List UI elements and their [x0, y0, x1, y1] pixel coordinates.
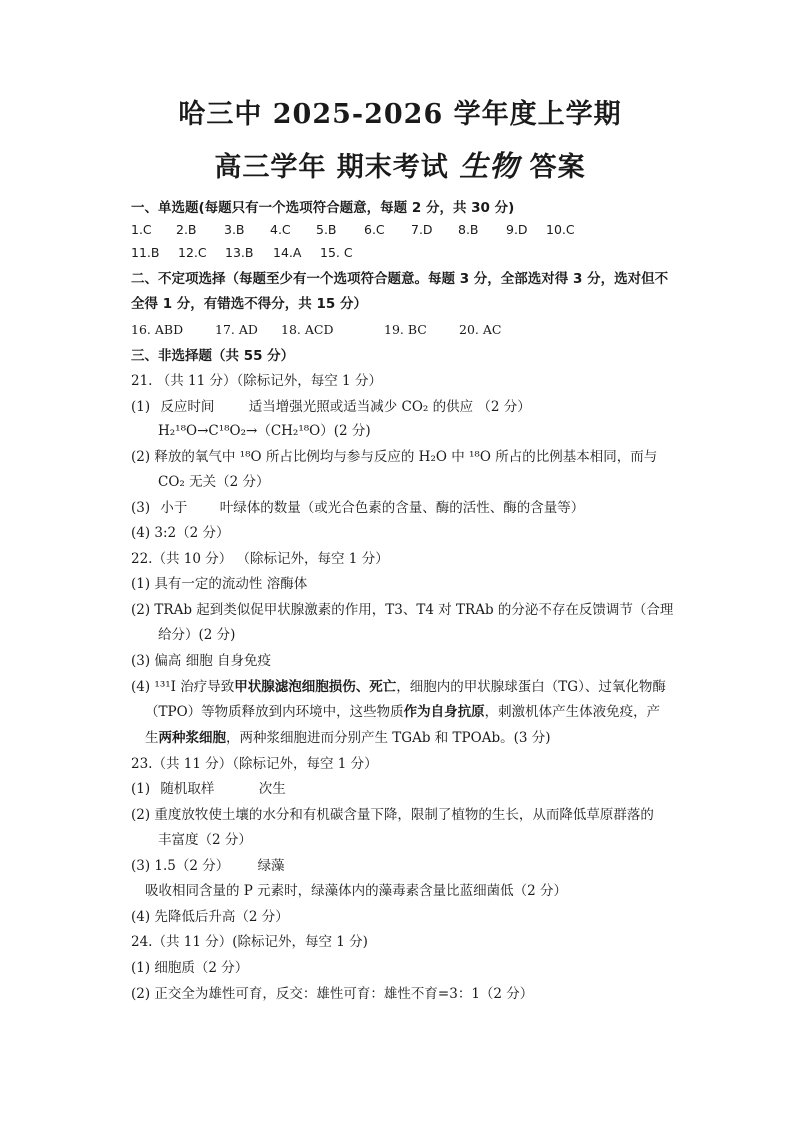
q22-answer2-line1: (2) TRAb 起到类似促甲状腺激素的作用，T3、T4 对 TRAb 的分泌不存在反馈调节（合理 [131, 602, 674, 618]
q21-answer4: (4) 3:2（2 分） [131, 525, 230, 541]
q21-answer2-line2: CO₂ 无关（2 分） [158, 474, 270, 490]
q22-answer4-line3 [145, 730, 551, 746]
section2-heading-line1: 二、不定项选择（每题至少有一个选项符合题意。每题 3 分，全部选对得 3 分，选对但不 [131, 271, 669, 287]
answer-item: 10.C [546, 222, 575, 237]
section2-heading-line2: 全得 1 分，有错选不得分，共 15 分） [131, 296, 367, 312]
q23-header: 23.（共 11 分）（除标记外，每空 1 分） [131, 756, 378, 772]
answer-item: 4.C [270, 222, 291, 237]
q21-a1-num: (1) [131, 399, 151, 415]
answer-item: 11.B [131, 245, 160, 260]
section2-answers [131, 322, 501, 338]
subtitle-suffix: 答案 [519, 152, 586, 183]
bold-text-run: 作为自身抗原 [403, 704, 485, 720]
q21-a1-text2: 适当增强光照或适当减少 CO₂ 的供应 （2 分） [248, 399, 531, 415]
q21-answer1-line2: H₂¹⁸O→C¹⁸O₂→（CH₂¹⁸O）(2 分) [158, 423, 371, 439]
q22-answer1: (1) 具有一定的流动性 溶酶体 [131, 576, 308, 592]
text-run: 生 [145, 730, 159, 746]
q23-answer2-line1: (2) 重度放牧使土壤的水分和有机碳含量下降，限制了植物的生长，从而降低草原群落的 [131, 807, 654, 823]
exam-subtitle [0, 144, 800, 185]
q21-answer2-line1: (2) 释放的氧气中 ¹⁸O 所占比例均与参与反应的 H₂O 中 ¹⁸O 所占的比例基本相同，而与 [131, 449, 658, 465]
q21-a3-text1: 小于 [160, 500, 188, 516]
answer-item: 7.D [411, 222, 433, 237]
text-run: ，刺激机体产生体液免疫，产 [484, 704, 661, 720]
answer-item: 9.D [506, 222, 528, 237]
q21-header: 21. （共 11 分）（除标记外，每空 1 分） [131, 373, 382, 389]
answer-item: 17. AD [215, 322, 258, 337]
q21-answer1 [131, 399, 531, 415]
section3-heading: 三、非选择题（共 55 分） [131, 348, 295, 364]
answer-item: 15. C [320, 245, 353, 260]
q24-answer1: (1) 细胞质（2 分） [131, 960, 249, 976]
answer-item: 3.B [224, 222, 245, 237]
answer-item: 14.A [273, 245, 302, 260]
section1-answers-row2 [131, 245, 353, 261]
q23-a1-num: (1) [131, 781, 151, 797]
answer-item: 12.C [178, 245, 207, 260]
answer-item: 18. ACD [281, 322, 334, 337]
q24-answer2: (2) 正交全为雄性可育，反交：雄性可育：雄性不育=3：1（2 分） [131, 986, 534, 1002]
exam-title: 哈三中 2025-2026 学年度上学期 [178, 99, 622, 130]
q23-answer3-line2: 吸收相同含量的 P 元素时，绿藻体内的藻毒素含量比蓝细菌低（2 分） [145, 883, 568, 899]
answer-item: 5.B [316, 222, 337, 237]
text-run: (4) ¹³¹I 治疗导致 [131, 679, 235, 695]
subject-name: 生物 [459, 149, 520, 183]
q23-answer1 [131, 781, 286, 797]
q22-answer4-line1 [131, 679, 666, 695]
q22-answer4-line2 [145, 704, 660, 720]
bold-text-run: 两种浆细胞 [158, 730, 226, 746]
q22-answer3: (3) 偏高 细胞 自身免疫 [131, 653, 271, 669]
answer-item: 6.C [364, 222, 385, 237]
answer-item: 8.B [458, 222, 479, 237]
q23-answer2-line2: 丰富度（2 分） [158, 832, 252, 848]
q23-answer3 [131, 858, 285, 874]
subtitle-prefix: 高三学年 期末考试 [214, 152, 460, 183]
section1-answers-row1 [131, 222, 575, 238]
bold-text-run: 甲状腺滤泡细胞损伤、死亡 [234, 679, 397, 695]
answer-item: 16. ABD [131, 322, 184, 337]
q21-a3-num: (3) [131, 500, 151, 516]
q21-a1-text1: 反应时间 [160, 399, 215, 415]
text-run: ，细胞内的甲状腺球蛋白（TG）、过氧化物酶 [396, 679, 666, 695]
q24-header: 24.（共 11 分）(除标记外，每空 1 分) [131, 934, 368, 950]
text-run: ，两种浆细胞进而分别产生 TGAb 和 TPOAb。(3 分) [226, 730, 551, 746]
q23-a3-text2: 绿藻 [257, 858, 285, 874]
q21-a3-text2: 叶绿体的数量（或光合色素的含量、酶的活性、酶的含量等） [219, 500, 585, 516]
answer-item: 13.B [225, 245, 254, 260]
answer-item: 2.B [176, 222, 197, 237]
q22-header: 22.（共 10 分） （除标记外，每空 1 分） [131, 551, 389, 567]
q23-a3-num: (3) 1.5（2 分） [131, 858, 230, 874]
q23-a1-text2: 次生 [258, 781, 286, 797]
text-run: （TPO）等物质释放到内环境中，这些物质 [145, 704, 404, 720]
q21-answer3 [131, 500, 584, 516]
answer-item: 19. BC [384, 322, 427, 337]
answer-item: 20. AC [459, 322, 502, 337]
answer-item: 1.C [131, 222, 152, 237]
q23-answer4: (4) 先降低后升高（2 分） [131, 909, 289, 925]
q22-answer2-line2: 给分）(2 分) [158, 627, 236, 643]
q23-a1-text1: 随机取样 [160, 781, 215, 797]
section1-heading: 一、单选题(每题只有一个选项符合题意，每题 2 分，共 30 分) [131, 200, 515, 216]
